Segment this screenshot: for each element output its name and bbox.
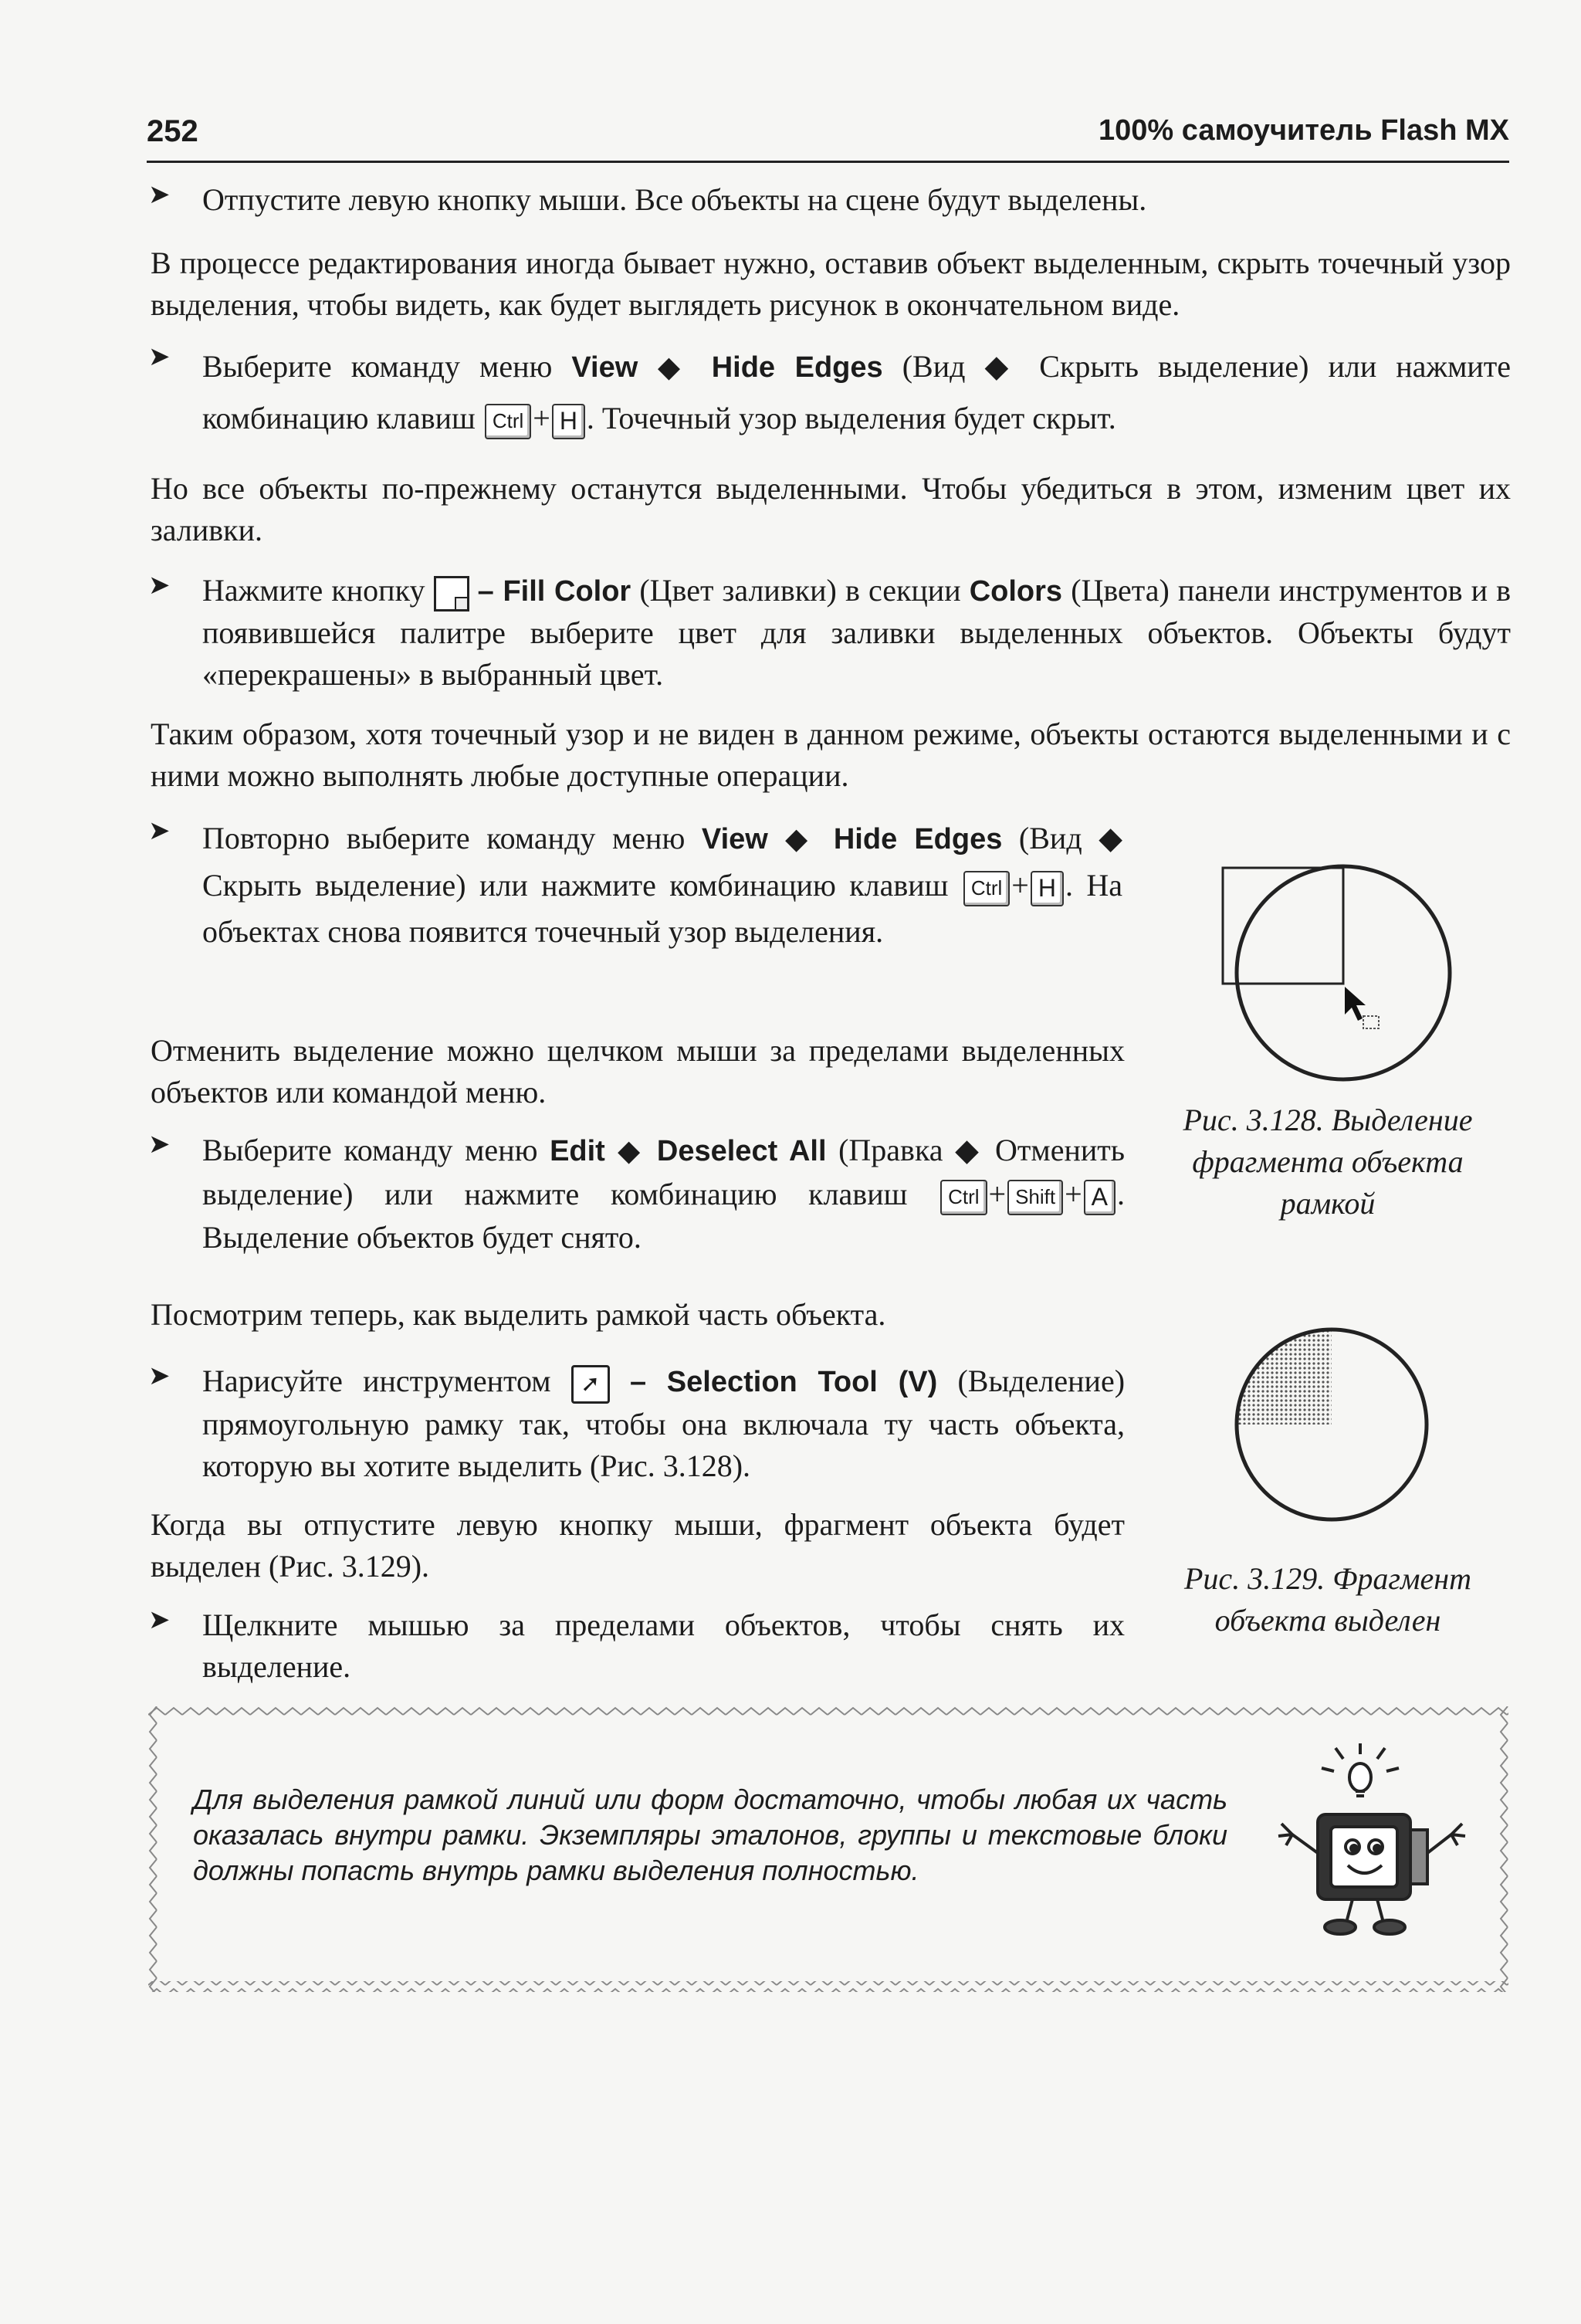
note-box <box>148 1706 1508 1992</box>
selection-tool-icon: ➚ <box>571 1365 610 1404</box>
bullet-text: Выберите команду меню View ◆ Hide Edges (Вид ◆ Скрыть выделение) или нажмите комбинацию клавиш Ctrl + H . Точечный узор выделения будет скрыт. <box>202 341 1511 444</box>
note-text: Для выделения рамкой линий или форм достаточно, чтобы любая их часть оказалась внутри рамки. Экземпляры эталонов, группы и текстовые блоки должны попасть внутрь рамки выделения полностью. <box>193 1784 1227 1886</box>
bullet-deselect-all <box>148 1129 1125 1259</box>
bullet-arrow-icon: ➤ <box>148 571 171 600</box>
fill-color-icon <box>434 576 469 611</box>
key-ctrl: Ctrl <box>963 871 1010 906</box>
key-h: H <box>552 404 585 439</box>
key-a: A <box>1084 1180 1116 1215</box>
key-h: H <box>1031 871 1064 906</box>
key-ctrl: Ctrl <box>485 404 531 439</box>
bullet-arrow-icon: ➤ <box>148 1130 171 1159</box>
paragraph-frame-select: Посмотрим теперь, как выделить рамкой часть объекта. <box>151 1297 886 1332</box>
bullet-arrow-icon: ➤ <box>148 817 171 845</box>
paragraph-still-selected: Но все объекты по-прежнему останутся выделенными. Чтобы убедиться в этом, изменим цвет их заливки. <box>151 471 1511 547</box>
bullet-arrow-icon: ➤ <box>148 343 171 371</box>
menu-command: View ◆ Hide Edges <box>571 351 883 384</box>
key-shift: Shift <box>1007 1180 1063 1215</box>
bullet-arrow-icon: ➤ <box>148 1606 171 1635</box>
monitor-mascot-icon <box>1244 1737 1476 1969</box>
figure-3-129-drawing <box>1220 1320 1444 1529</box>
paragraph-so: Таким образом, хотя точечный узор и не виден в данном режиме, объекты остаются выделенными и с ними можно выполнять любые доступные операции. <box>151 717 1511 793</box>
paragraph-edit: В процессе редактирования иногда бывает нужно, оставив объект выделенным, скрыть точечный узор выделения, чтобы видеть, как будет выглядеть рисунок в окончательном виде. <box>151 246 1511 322</box>
bullet-click-outside <box>148 1604 1125 1688</box>
figure-3-128-drawing <box>1212 857 1459 1089</box>
paragraph-fragment-selected: Когда вы отпустите левую кнопку мыши, фрагмент объекта будет выделен (Рис. 3.129). <box>151 1507 1125 1584</box>
figure-3-129-caption: Рис. 3.129. Фрагмент объекта выделен <box>1184 1561 1471 1638</box>
bullet-selection-tool <box>148 1360 1126 1487</box>
bullet-fill-color <box>148 570 1512 696</box>
bullet-hide-edges-again <box>148 815 1123 955</box>
page-number: 252 <box>147 114 198 148</box>
figure-3-128-caption: Рис. 3.128. Выделение фрагмента объекта рамкой <box>1183 1103 1473 1221</box>
bullet-text: Отпустите левую кнопку мыши. Все объекты на сцене будут выделены. <box>202 182 1147 217</box>
page-header <box>147 114 1509 163</box>
paragraph-deselect: Отменить выделение можно щелчком мыши за пределами выделенных объектов или командой меню. <box>151 1033 1125 1109</box>
bullet-text: Выберите команду меню Edit ◆ Deselect All (Правка ◆ Отменить выделение) или нажмите комбинацию клавиш Ctrl + Shift + A . Выделение объектов будет снято. <box>202 1133 1125 1255</box>
bullet-text: Щелкните мышью за пределами объектов, чтобы снять их выделение. <box>202 1607 1125 1684</box>
bullet-text: Нажмите кнопку – Fill Color (Цвет заливки) в секции Colors (Цвета) панели инструментов и в появившейся палитре выберите цвет для заливки выделенных объектов. Объекты будут «перекрашены» в выбранный цвет. <box>202 573 1512 692</box>
bullet-text: Нарисуйте инструментом ➚ – Selection Tool (V) (Выделение) прямоугольную рамку так, чтобы она включала ту часть объекта, которую вы хотите выделить (Рис. 3.128). <box>202 1364 1126 1483</box>
bullet-text: Повторно выберите команду меню View ◆ Hide Edges (Вид ◆ Скрыть выделение) или нажмите комбинацию клавиш Ctrl + H . На объектах снова появится точечный узор выделения. <box>202 821 1123 949</box>
key-ctrl: Ctrl <box>940 1180 987 1215</box>
bullet-release-mouse <box>148 179 1515 221</box>
bullet-arrow-icon: ➤ <box>148 1362 171 1391</box>
bullet-arrow-icon: ➤ <box>148 181 171 209</box>
book-title: 100% самоучитель Flash MX <box>1099 114 1509 147</box>
bullet-hide-edges <box>148 341 1512 444</box>
